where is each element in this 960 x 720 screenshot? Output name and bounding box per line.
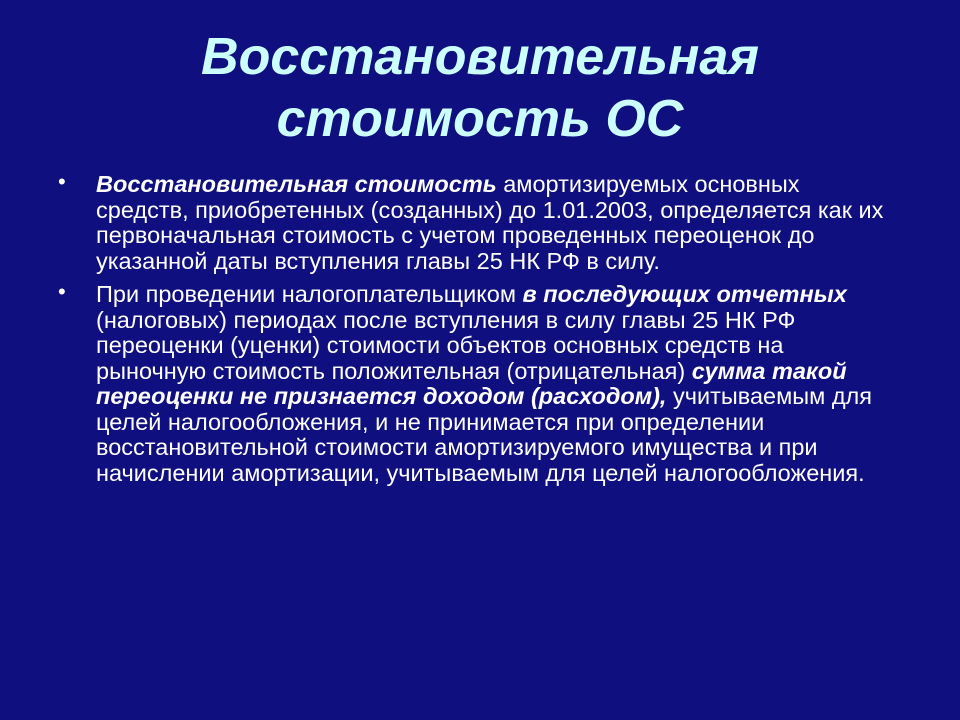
bullet-2-text-a: При проведении налогоплательщиком: [96, 281, 523, 307]
bullet-1-text: амортизируемых основных средств, приобретенных (созданных) до 1.01.2003, определяется как их первоначальная стоимость с учетом проведенных переоценок до указанной даты вступления главы 25 НК РФ в силу.: [96, 171, 884, 274]
bullet-2-emphasis-a: в последующих отчетных: [522, 281, 847, 307]
bullet-2-text-b: (налоговых) периодах после вступления в силу главы 25 НК РФ переоценки (уценки) стоимости объектов основных средств на рыночную стоимость положительная (отрицательная): [96, 306, 796, 384]
bullet-1-term: Восстановительная стоимость: [96, 171, 497, 197]
title-line-2: стоимость ОС: [276, 90, 684, 148]
bullet-dot-icon: •: [58, 279, 66, 304]
bullet-item-2: [56, 279, 886, 486]
bullet-item-1: [56, 169, 886, 274]
bullet-2-emphasis-b: сумма такой переоценки не признается доходом (расходом),: [96, 357, 847, 409]
bullet-list: [56, 169, 886, 494]
bullet-2-text-c: учитываемым для целей налогообложения, и не принимается при определении восстановительной стоимости амортизируемого имущества и при начислении амортизации, учитываемым для целей налогообложения.: [96, 383, 872, 486]
slide-title: [0, 26, 960, 150]
title-line-1: Восстановительная: [201, 28, 759, 86]
bullet-dot-icon: •: [58, 169, 66, 194]
